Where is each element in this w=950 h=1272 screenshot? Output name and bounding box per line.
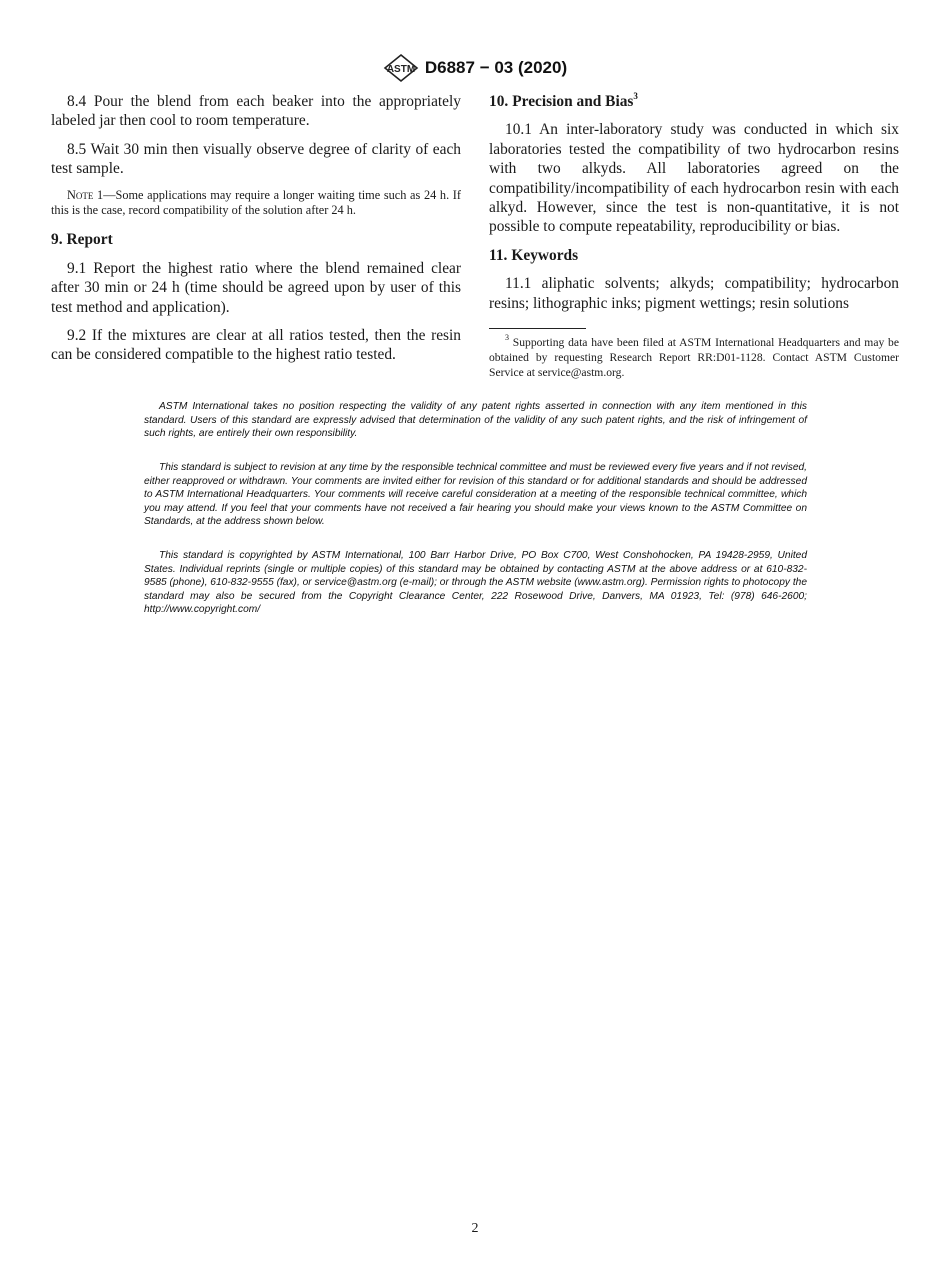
astm-logo-icon (383, 53, 419, 83)
document-designation: D6887 − 03 (2020) (424, 58, 568, 77)
footnote-reference: 3 (633, 90, 638, 101)
page-number: 2 (471, 1221, 479, 1236)
section-title: Keywords (511, 246, 579, 264)
paragraph-9-2: 9.2 If the mixtures are clear at all ratios tested, then the resin can be considered compatible to the highest ratio tested. (51, 327, 461, 364)
page-header (0, 52, 950, 84)
note-label: Note 1 (67, 187, 104, 202)
paragraph-8-4: 8.4 Pour the blend from each beaker into the appropriately labeled jar then cool to room temperature. (51, 93, 461, 130)
section-number: 9. (51, 231, 63, 249)
revision-notice: This standard is subject to revision at any time by the responsible technical committee and must be reviewed every five years and if not revised, either reapproved or withdrawn. Your comments are invited either for revision of this standard or for additional standards and should be addressed to ASTM International Headquarters. Your comments will receive careful consideration at a meeting of the responsible technical committee, which you may attend. If you feel that your comments have not received a fair hearing you should make your views known to the ASTM Committee on Standards, at the address shown below. (144, 462, 807, 528)
section-title: Precision and Bias (512, 93, 634, 110)
paragraph-11-1: 11.1 aliphatic solvents; alkyds; compatibility; hydrocarbon resins; lithographic inks; pigment wettings; resin solutions (489, 275, 899, 312)
left-column (51, 92, 461, 374)
footnote-divider (489, 328, 586, 329)
section-number: 10. (489, 93, 509, 110)
paragraph-8-5: 8.5 Wait 30 min then visually observe degree of clarity of each test sample. (51, 140, 461, 178)
paragraph-9-1: 9.1 Report the highest ratio where the blend remained clear after 30 min or 24 h (time should be agreed upon by user of this test method and application). (51, 259, 461, 316)
section-10-heading (489, 92, 899, 111)
svg-text:ASTM: ASTM (386, 64, 416, 75)
section-number: 11. (489, 246, 508, 264)
section-11-heading (489, 246, 899, 265)
paragraph-10-1: 10.1 An inter-laboratory study was conducted in which six laboratories tested the compatibility of two hydrocarbon resins with two alkyds. All laboratories agreed on the compatibility/incompatibility of each hydrocarbon resin with each alkyd. However, since the test is non-quantitative, it is not possible to compute repeatability, reproducibility or bias. (489, 121, 899, 236)
footnote-3 (489, 335, 899, 380)
note-1 (51, 188, 461, 219)
section-title: Report (66, 231, 113, 249)
footnote-text: Supporting data have been filed at ASTM International Headquarters and may be obtained by requesting Research Report RR:D01-1128. Contact ASTM Customer Service at service@astm.org. (489, 336, 899, 380)
patent-notice: ASTM International takes no position respecting the validity of any patent rights asserted in connection with any item mentioned in this standard. Users of this standard are expressly advised that determination of the validity of any such patent rights, and the risk of infringement of such rights, are entirely their own responsibility. (144, 401, 807, 440)
note-text: —Some applications may require a longer waiting time such as 24 h. If this is the case, record compatibility of the solution after 24 h. (51, 187, 461, 218)
section-9-heading (51, 230, 461, 249)
right-column (489, 92, 899, 380)
copyright-notice: This standard is copyrighted by ASTM International, 100 Barr Harbor Drive, PO Box C700, West Conshohocken, PA 19428-2959, United States. Individual reprints (single or multiple copies) of this standard may be obtained by contacting ASTM at the above address or at 610-832-9585 (phone), 610-832-9555 (fax), or service@astm.org (e-mail); or through the ASTM website (www.astm.org). Permission rights to photocopy the standard may also be secured from the Copyright Clearance Center, 222 Rosewood Drive, Danvers, MA 01923, Tel: (978) 646-2600; http://www.copyright.com/ (144, 550, 807, 616)
footnote-marker: 3 (505, 333, 509, 343)
